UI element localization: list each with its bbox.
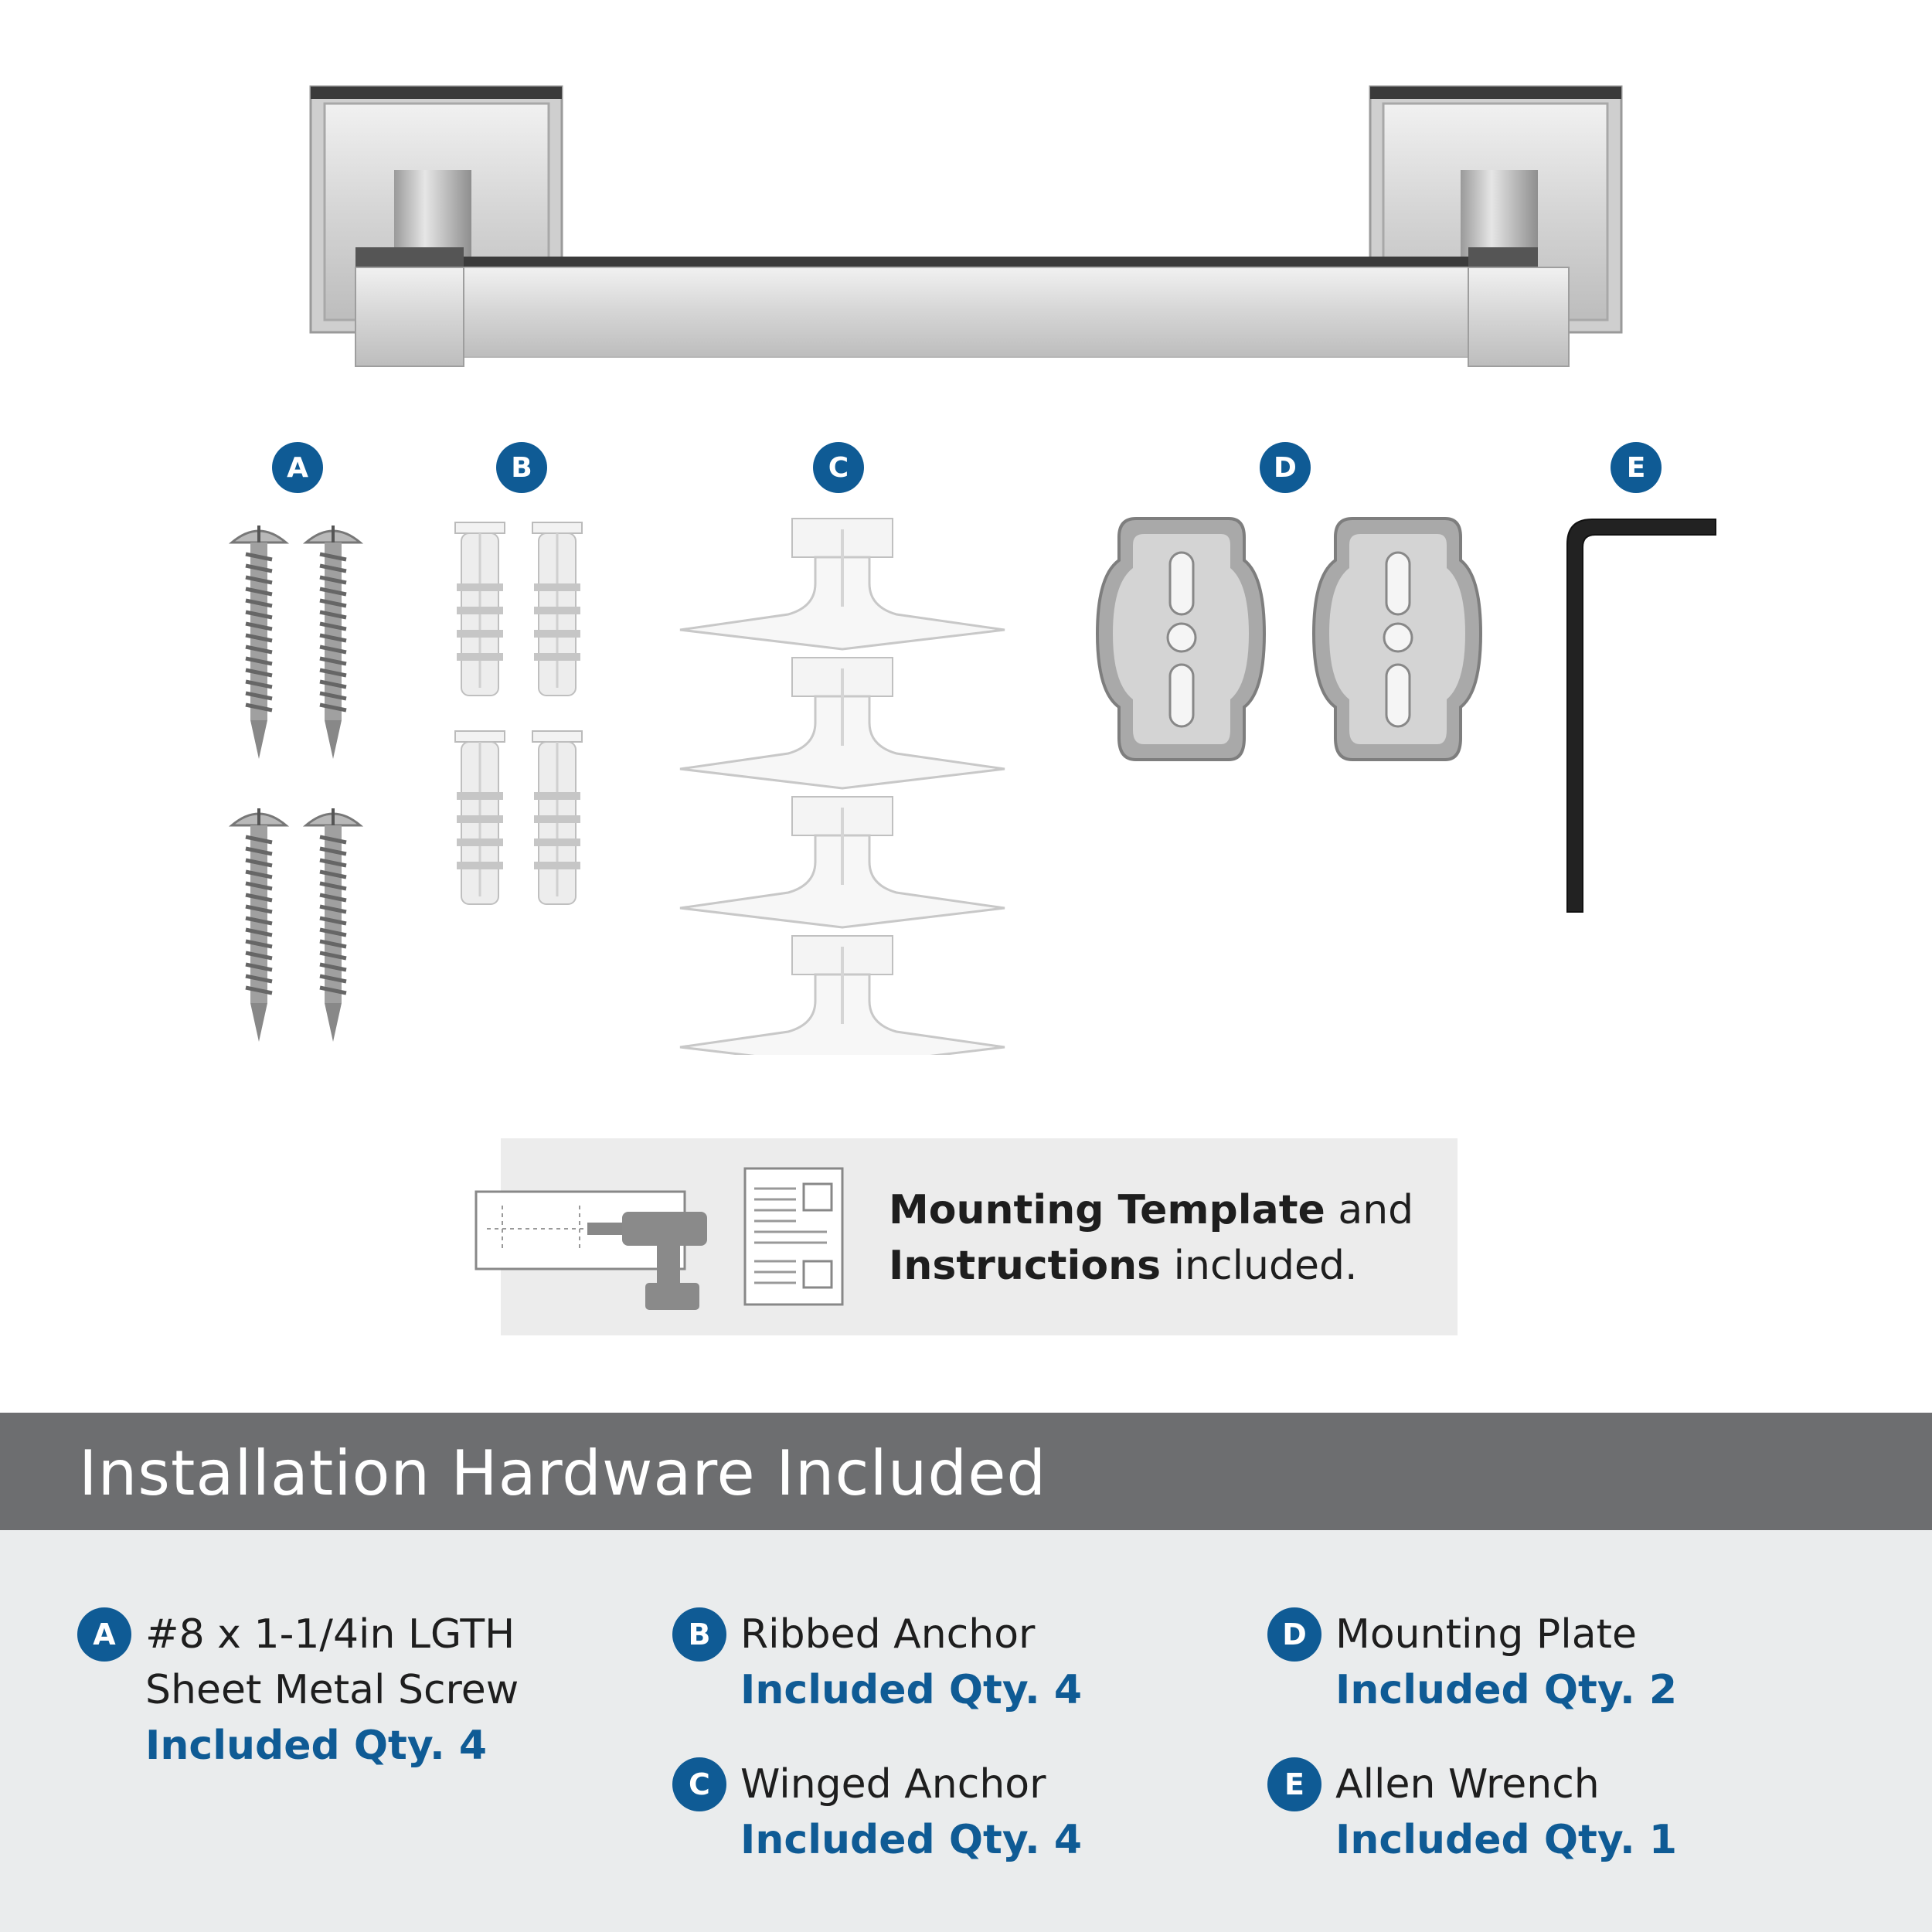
item-e-name: Allen Wrench <box>1335 1761 1600 1808</box>
section-title: Installation Hardware Included <box>79 1437 1047 1509</box>
item-d-qty: Included Qty. 2 <box>1335 1667 1678 1713</box>
screws-illustration <box>224 510 379 1059</box>
item-d-name: Mounting Plate <box>1335 1611 1637 1658</box>
item-badge-e: E <box>1267 1757 1321 1811</box>
item-badge-a: A <box>77 1607 131 1662</box>
item-a-name-line2: Sheet Metal Screw <box>145 1667 519 1713</box>
item-badge-b: B <box>672 1607 726 1662</box>
badge-b: B <box>496 442 547 493</box>
item-badge-d: D <box>1267 1607 1321 1662</box>
badge-e: E <box>1611 442 1662 493</box>
item-b-qty: Included Qty. 4 <box>740 1667 1083 1713</box>
towel-bar-illustration <box>294 77 1638 386</box>
item-a-qty: Included Qty. 4 <box>145 1723 488 1769</box>
item-c-qty: Included Qty. 4 <box>740 1817 1083 1863</box>
item-b-name: Ribbed Anchor <box>740 1611 1036 1658</box>
drill-template-icon <box>471 1167 726 1314</box>
instructions-document-icon <box>742 1165 846 1308</box>
item-badge-c: C <box>672 1757 726 1811</box>
ribbed-anchors-illustration <box>444 518 599 920</box>
mounting-plates-illustration <box>1090 514 1484 765</box>
item-a-name-line1: #8 x 1-1/4in LGTH <box>145 1611 515 1658</box>
winged-anchors-illustration <box>672 514 1012 1055</box>
item-e-qty: Included Qty. 1 <box>1335 1817 1678 1863</box>
badge-d: D <box>1260 442 1311 493</box>
template-instructions-text: Mounting Template and Instructions included. <box>889 1187 1414 1289</box>
badge-c: C <box>813 442 864 493</box>
allen-wrench-illustration <box>1561 510 1723 920</box>
item-c-name: Winged Anchor <box>740 1761 1046 1808</box>
badge-a: A <box>272 442 323 493</box>
